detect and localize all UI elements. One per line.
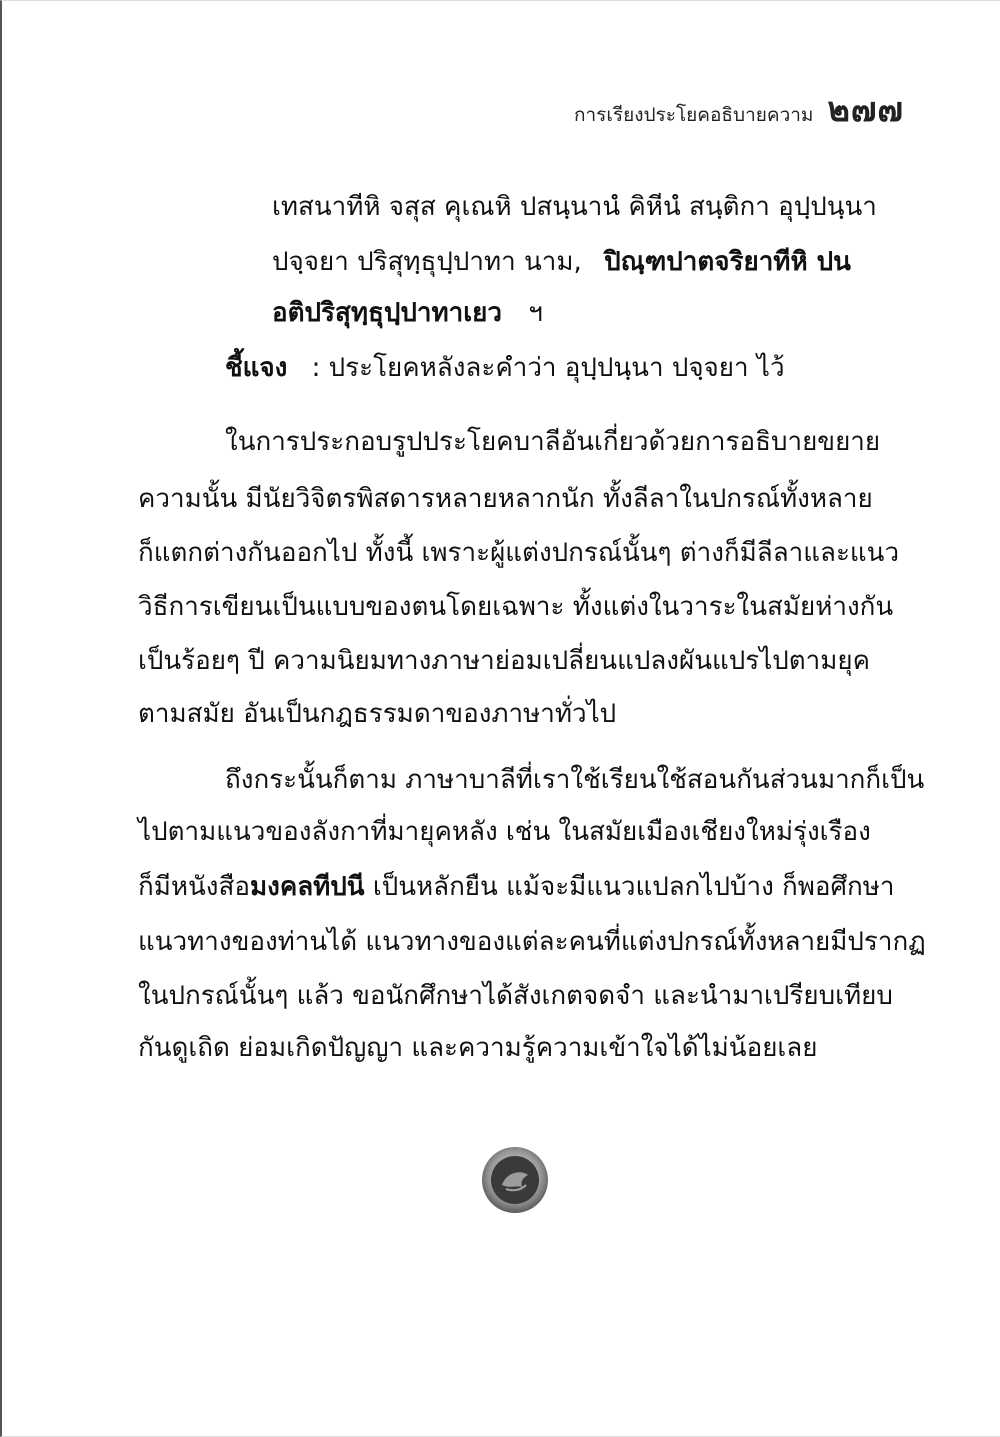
explain-line — [225, 351, 785, 385]
para2-line-3-end: เป็นหลักยืน แม้จะมีแนวแปลกไปบ้าง ก็พอศึกษา — [364, 872, 895, 902]
para2-line-3-bold: มงคลทีปนี — [249, 872, 365, 902]
quote-line-3 — [272, 296, 543, 330]
para2-line-4: แนวทางของท่านได้ แนวทางของแต่ละคนที่แต่งปกรณ์ทั้งหลายมีปรากฏ — [138, 927, 926, 957]
running-title: การเรียงประโยคอธิบายความ — [574, 104, 814, 126]
running-header — [574, 82, 904, 136]
quote-line-1: เทสนาทีหิ จสุส คุเณหิ ปสนฺนานํ คิหีนํ สนฺติกา อุปฺปนฺนา — [272, 192, 877, 222]
para2-line-6: กันดูเถิด ย่อมเกิดปัญญา และความรู้ความเข้าใจได้ไม่น้อยเลย — [138, 1033, 818, 1063]
para1-line-4: วิธีการเขียนเป็นแบบของตนโดยเฉพาะ ทั้งแต่งในวาระในสมัยห่างกัน — [138, 592, 894, 622]
quote-line-3-end: ฯ — [528, 298, 543, 328]
para2-line-3 — [138, 870, 895, 904]
para1-line-6: ตามสมัย อันเป็นกฎธรรมดาของภาษาทั่วไป — [138, 699, 617, 729]
para1-line-5: เป็นร้อยๆ ปี ความนิยมทางภาษาย่อมเปลี่ยนแปลงผันแปรไปตามยุค — [138, 646, 871, 676]
quote-line-2-bold: ปิณฺฑปาตจริยาทีหิ ปน — [604, 247, 851, 277]
page-number: ๒๗๗ — [827, 90, 904, 130]
explain-text: : ประโยคหลังละคำว่า อุปฺปนฺนา ปจฺจยา ไว้ — [311, 353, 785, 383]
para1-line-3: ก็แตกต่างกันออกไป ทั้งนี้ เพราะผู้แต่งปกรณ์นั้นๆ ต่างก็มีลีลาและแนว — [138, 538, 900, 568]
para2-line-1: ถึงกระนั้นก็ตาม ภาษาบาลีที่เราใช้เรียนใช้สอนกันส่วนมากก็เป็น — [225, 765, 925, 795]
emblem-icon — [480, 1145, 550, 1215]
quote-line-2-normal: ปจฺจยา ปริสุทฺธุปฺปาทา นาม, — [272, 247, 582, 277]
explain-label: ชี้แจง — [225, 353, 288, 383]
para2-line-3-start: ก็มีหนังสือ — [138, 872, 250, 902]
quote-line-3-bold: อติปริสุทฺธุปฺปาทาเยว — [272, 298, 502, 328]
para1-line-1: ในการประกอบรูปประโยคบาลีอันเกี่ยวด้วยการอธิบายขยาย — [225, 427, 881, 457]
quote-line-2 — [272, 245, 851, 279]
para2-line-2: ไปตามแนวของลังกาที่มายุคหลัง เช่น ในสมัยเมืองเชียงใหม่รุ่งเรือง — [138, 817, 871, 847]
para2-line-5: ในปกรณ์นั้นๆ แล้ว ขอนักศึกษาได้สังเกตจดจำ และนำมาเปรียบเทียบ — [138, 981, 893, 1011]
para1-line-2: ความนั้น มีนัยวิจิตรพิสดารหลายหลากนัก ทั้งลีลาในปกรณ์ทั้งหลาย — [138, 484, 873, 514]
